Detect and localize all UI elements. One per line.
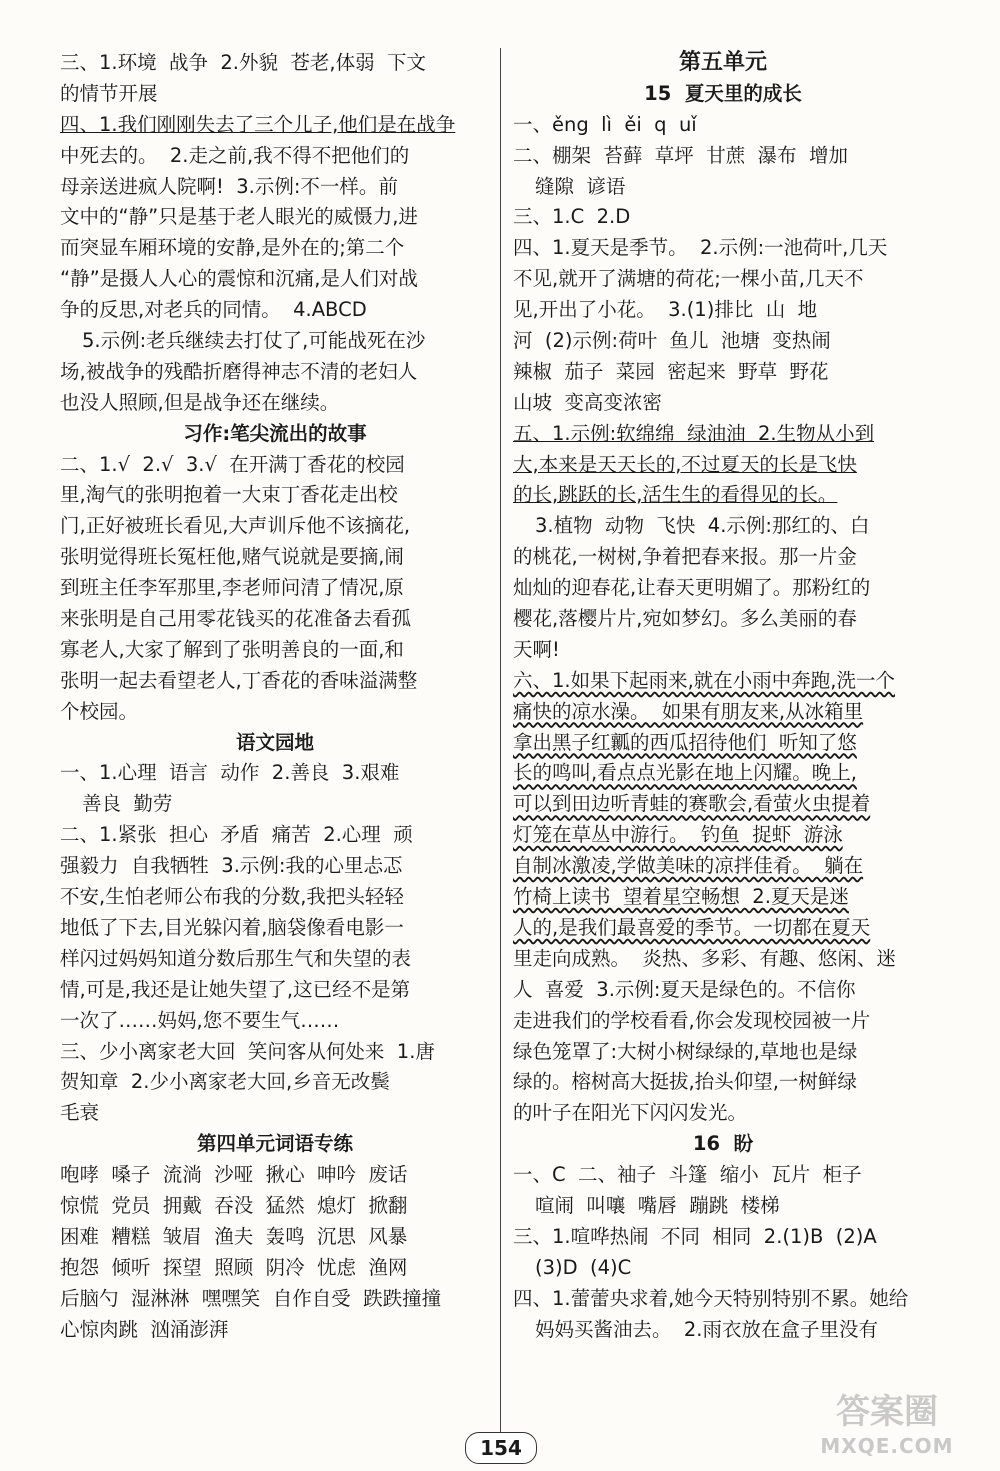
answer-line: 走进我们的学校看看,你会发现校园被一片 [513, 1008, 871, 1032]
answer-line: 山坡 变高变浓密 [513, 390, 662, 414]
answer-line: 河 (2)示例:荷叶 鱼儿 池塘 变热闹 [513, 329, 831, 353]
answer-line: 见,开出了小花。 3.(1)排比 山 地 [513, 298, 818, 322]
answer-line: 人 喜爱 3.示例:夏天是绿色的。不信你 [513, 977, 856, 1001]
answer-line: 绿色笼罩了:大树小树绿绿的,草地也是绿 [513, 1039, 858, 1063]
answer-line: 痛快的凉水澡。 如果有朋友来,从冰箱里 [513, 699, 864, 723]
answer-line: 缝隙 谚语 [535, 174, 626, 198]
answer-line: 自制冰激凌,学做美味的凉拌佳肴。 躺在 [513, 854, 864, 878]
answer-line: 四、1.夏天是季节。 2.示例:一池荷叶,几天 [513, 236, 888, 260]
answer-line: 惊慌 党员 拥戴 吞没 猛然 熄灯 掀翻 [60, 1193, 408, 1217]
page-number: 154 [465, 1432, 537, 1464]
answer-line: 后脑勺 湿淋淋 嘿嘿笑 自作自受 跌跌撞撞 [60, 1286, 442, 1310]
left-answer-column [60, 48, 490, 1345]
answer-line: 大,本来是天天长的,不过夏天的长是飞快 [513, 452, 857, 476]
answer-line: 喧闹 叫嚷 嘴唇 蹦跳 楼梯 [535, 1193, 780, 1217]
answer-line: 三、少小离家老大回 笑问客从何处来 1.唐 [60, 1039, 435, 1063]
answer-line: 樱花,落樱片片,宛如梦幻。多么美丽的春 [513, 607, 857, 631]
answer-line: 一、ěng lì ěi q uǐ [513, 112, 697, 136]
answer-line: 拿出黑子红瓤的西瓜招待他们 听知了悠 [513, 730, 857, 754]
watermark-main-text: 答案圈 [836, 1392, 938, 1432]
answer-line: 张明一起去看望老人,丁香花的香味溢满整 [60, 668, 418, 692]
answer-line: 文中的“静”只是基于老人眼光的威慑力,进 [60, 205, 418, 229]
answer-line: 灯笼在草丛中游行。 钓鱼 捉虾 游泳 [513, 823, 843, 847]
answer-line: 抱怨 倾听 探望 照顾 阴冷 忧虑 渔网 [60, 1255, 408, 1279]
answer-line: 人的,是我们最喜爱的季节。一切都在夏天 [513, 915, 871, 939]
answer-line: 妈妈买酱油去。 2.雨衣放在盒子里没有 [535, 1317, 879, 1341]
answer-line: 5.示例:老兵继续去打仗了,可能战死在沙 [82, 329, 426, 353]
answer-line: 争的反思,对老兵的同情。 4.ABCD [60, 298, 367, 322]
section-heading: 第四单元词语专练 [196, 1132, 353, 1156]
answer-line: 一、1.心理 语言 动作 2.善良 3.艰难 [60, 761, 400, 785]
answer-line: 咆哮 嗓子 流淌 沙哑 揪心 呻吟 废话 [60, 1163, 408, 1187]
answer-line: 3.植物 动物 飞快 4.示例:那红的、白 [535, 514, 870, 538]
answer-line: 寡老人,大家了解到了张明善良的一面,和 [60, 637, 404, 661]
answer-line: 善良 勤劳 [82, 792, 173, 816]
site-watermark [792, 1392, 982, 1461]
answer-line: “静”是摄人人心的震惊和沉痛,是人们对战 [60, 267, 418, 291]
answer-line: 样闪过妈妈知道分数后那生气和失望的表 [60, 946, 412, 970]
answer-line: 而突显车厢环境的安静,是外在的;第二个 [60, 236, 405, 260]
answer-line: 个校园。 [60, 699, 139, 723]
answer-line: 二、1.√ 2.√ 3.√ 在开满丁香花的校园 [60, 452, 405, 476]
answer-line: 辣椒 茄子 菜园 密起来 野草 野花 [513, 359, 829, 383]
answer-line: 不见,就开了满塘的荷花;一棵小苗,几天不 [513, 267, 864, 291]
section-heading: 语文园地 [235, 730, 314, 754]
answer-line: 四、1.蕾蕾央求着,她今天特别特别不累。她给 [513, 1286, 909, 1310]
answer-line: 困难 糟糕 皱眉 渔夫 轰鸣 沉思 风暴 [60, 1224, 408, 1248]
answer-line: 一次了……妈妈,您不要生气…… [60, 1008, 340, 1032]
answer-line: 的桃花,一树树,争着把春来报。那一片金 [513, 545, 857, 569]
section-heading: 第五单元 [678, 50, 767, 75]
answer-line: 张明觉得班长冤枉他,赌气说就是要摘,闹 [60, 545, 404, 569]
answer-line: 不安,生怕老师公布我的分数,我把头轻轻 [60, 885, 404, 909]
answer-line: 来张明是自己用零花钱买的花准备去看孤 [60, 607, 412, 631]
section-heading: 习作:笔尖流出的故事 [183, 421, 367, 445]
answer-line: 心惊肉跳 汹涌澎湃 [60, 1317, 229, 1341]
answer-line: 的长,跳跃的长,活生生的看得见的长。 [513, 483, 838, 507]
answer-line: 二、棚架 苔藓 草坪 甘蔗 瀑布 增加 [513, 143, 848, 167]
answer-line: 贺知章 2.少小离家老大回,乡音无改鬓 [60, 1070, 390, 1094]
answer-line: 绿的。榕树高大挺拔,抬头仰望,一树鲜绿 [513, 1070, 857, 1094]
answer-line: 可以到田边听青蛙的赛歌会,看萤火虫提着 [513, 792, 871, 816]
answer-line: 三、1.环境 战争 2.外貌 苍老,体弱 下文 [60, 51, 426, 74]
answer-line: 场,被战争的残酷折磨得神志不清的老妇人 [60, 359, 418, 383]
answer-line: 灿灿的迎春花,让春天更明媚了。那粉红的 [513, 576, 871, 600]
answer-line: 长的鸣叫,看点点光影在地上闪耀。晚上, [513, 761, 857, 785]
answer-line: 竹椅上读书 望着星空畅想 2.夏天是迷 [513, 885, 849, 909]
answer-line: 到班主任李军那里,李老师问清了情况,原 [60, 576, 404, 600]
answer-line: 六、1.如果下起雨来,就在小雨中奔跑,洗一个 [513, 668, 896, 692]
answer-line: 二、1.紧张 担心 矛盾 痛苦 2.心理 顽 [60, 823, 413, 847]
answer-line: 的情节开展 [60, 81, 158, 105]
answer-line: 毛衰 [60, 1101, 100, 1125]
answer-line: 中死去的。 2.走之前,我不得不把他们的 [60, 143, 410, 167]
answer-line: 的叶子在阳光下闪闪发光。 [513, 1101, 748, 1125]
answer-line: 五、1.示例:软绵绵 绿油油 2.生物从小到 [513, 421, 875, 445]
answer-line: 强毅力 自我牺牲 3.示例:我的心里忐忑 [60, 854, 403, 878]
answer-line: 天啊! [513, 637, 560, 661]
answer-line: 情,可是,我还是让她失望了,这已经不是第 [60, 977, 411, 1001]
watermark-sub-text: MXQE.COM [820, 1434, 954, 1458]
column-divider [500, 48, 501, 1438]
answer-line: 门,正好被班长看见,大声训斥他不该摘花, [60, 514, 411, 538]
answer-line: 里走向成熟。 炎热、多彩、有趣、悠闲、迷 [513, 946, 896, 970]
answer-line: 地低了下去,目光躲闪着,脑袋像看电影一 [60, 915, 404, 939]
answer-line: 三、1.喧哗热闹 不同 相同 2.(1)B (2)A [513, 1224, 877, 1248]
right-answer-column [513, 48, 933, 1345]
answer-line: 三、1.C 2.D [513, 205, 631, 229]
answer-line: (3)D (4)C [535, 1255, 632, 1279]
answer-line: 也没人照顾,但是战争还在继续。 [60, 390, 340, 414]
answer-line: 四、1.我们刚刚失去了三个儿子,他们是在战争 [60, 112, 456, 136]
answer-line: 里,淘气的张明抱着一大束丁香花走出校 [60, 483, 398, 507]
answer-line: 一、C 二、袖子 斗篷 缩小 瓦片 柜子 [513, 1163, 862, 1187]
section-heading: 16 盼 [692, 1132, 754, 1156]
answer-line: 母亲送进疯人院啊! 3.示例:不一样。前 [60, 174, 398, 198]
section-heading: 15 夏天里的成长 [644, 81, 802, 105]
